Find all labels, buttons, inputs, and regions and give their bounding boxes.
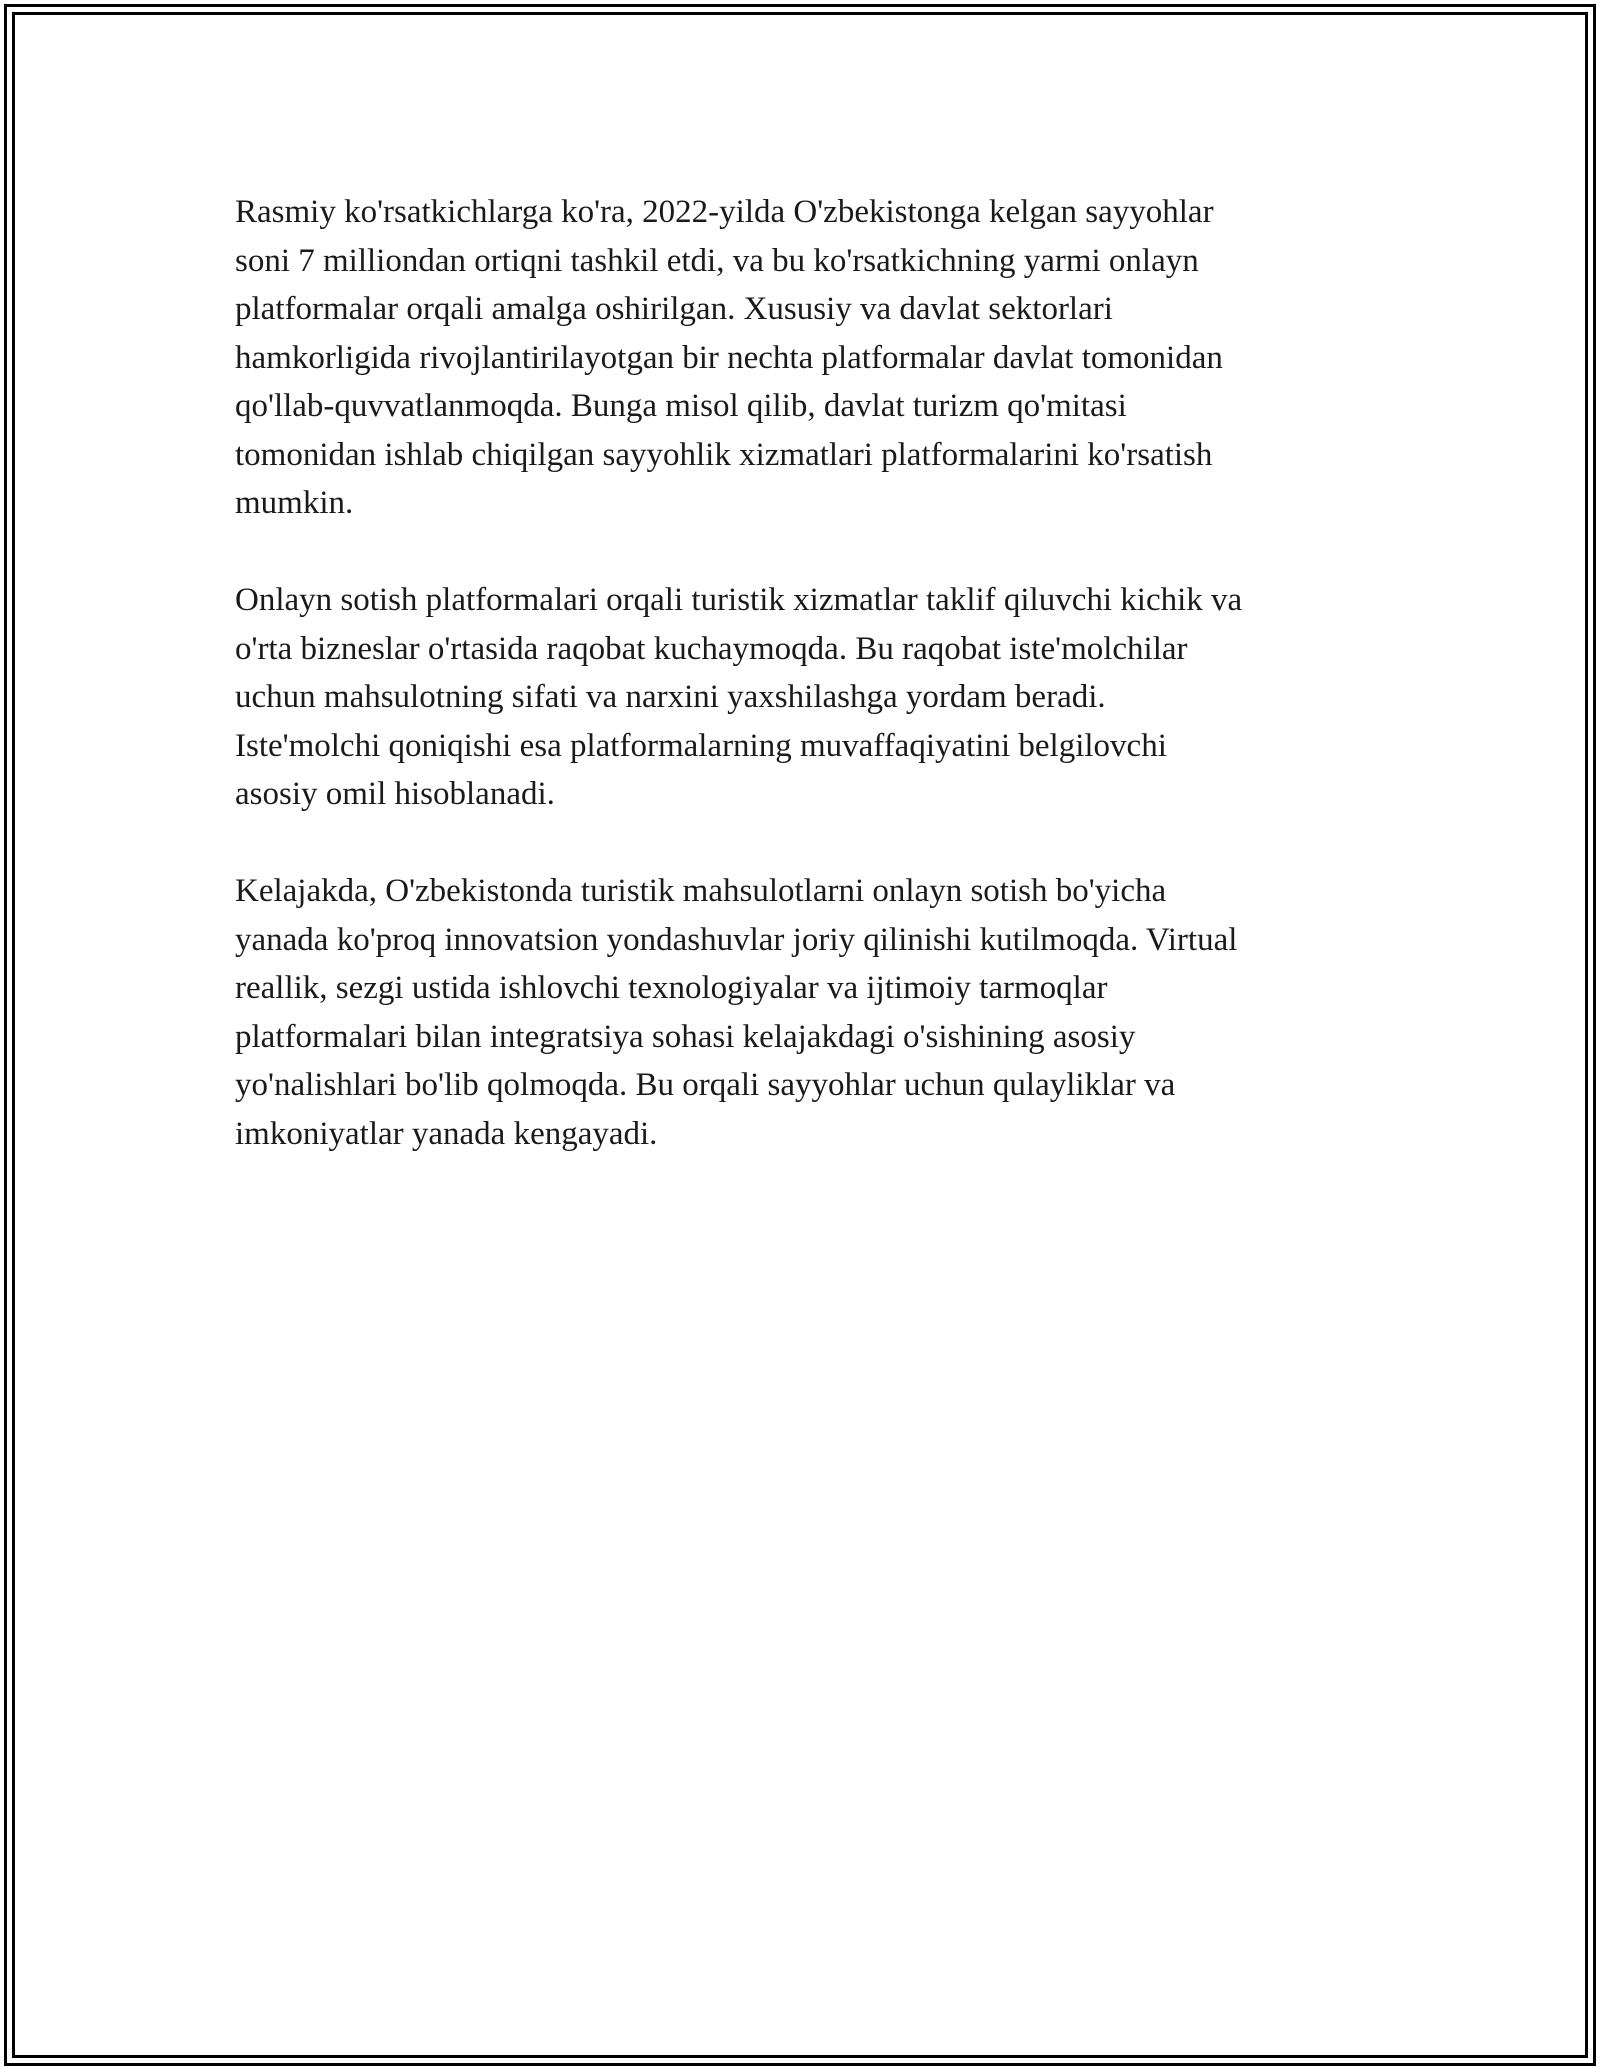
paragraph-future-innovations: Kelajakda, O'zbekistonda turistik mahsulotlarni onlayn sotish bo'yicha yanada ko'proq innovatsion yondashuvlar joriy qilinishi kutilmoqda. Virtual reallik, sezgi ustida ishlovchi texnologiyalar va ijtimoiy tarmoqlar platformalari bilan integratsiya sohasi kelajakdagi o'sishining asosiy yo'nalishlari bo'lib qolmoqda. Bu orqali sayyohlar uchun qulayliklar va imkoniyatlar yanada kengayadi. (235, 873, 1238, 1152)
paragraph-tourist-statistics: Rasmiy ko'rsatkichlarga ko'ra, 2022-yilda O'zbekistonga kelgan sayyohlar soni 7 milliondan ortiqni tashkil etdi, va bu ko'rsatkichning yarmi onlayn platformalar orqali amalga oshirilgan. Xususiy va davlat sektorlari hamkorligida rivojlantirilayotgan bir nechta platformalar davlat tomonidan qo'llab-quvvatlanmoqda. Bunga misol qilib, davlat turizm qo'mitasi tomonidan ishlab chiqilgan sayyohlik xizmatlari platformalarini ko'rsatish mumkin. (235, 194, 1223, 521)
paragraph-online-competition: Onlayn sotish platformalari orqali turistik xizmatlar taklif qiluvchi kichik va o'rta bizneslar o'rtasida raqobat kuchaymoqda. Bu raqobat iste'molchilar uchun mahsulotning sifati va narxini yaxshilashga yordam beradi. Iste'molchi qoniqishi esa platformalarning muvaffaqiyatini belgilovchi asosiy omil hisoblanadi. (235, 582, 1243, 812)
document-body (235, 188, 1375, 1207)
